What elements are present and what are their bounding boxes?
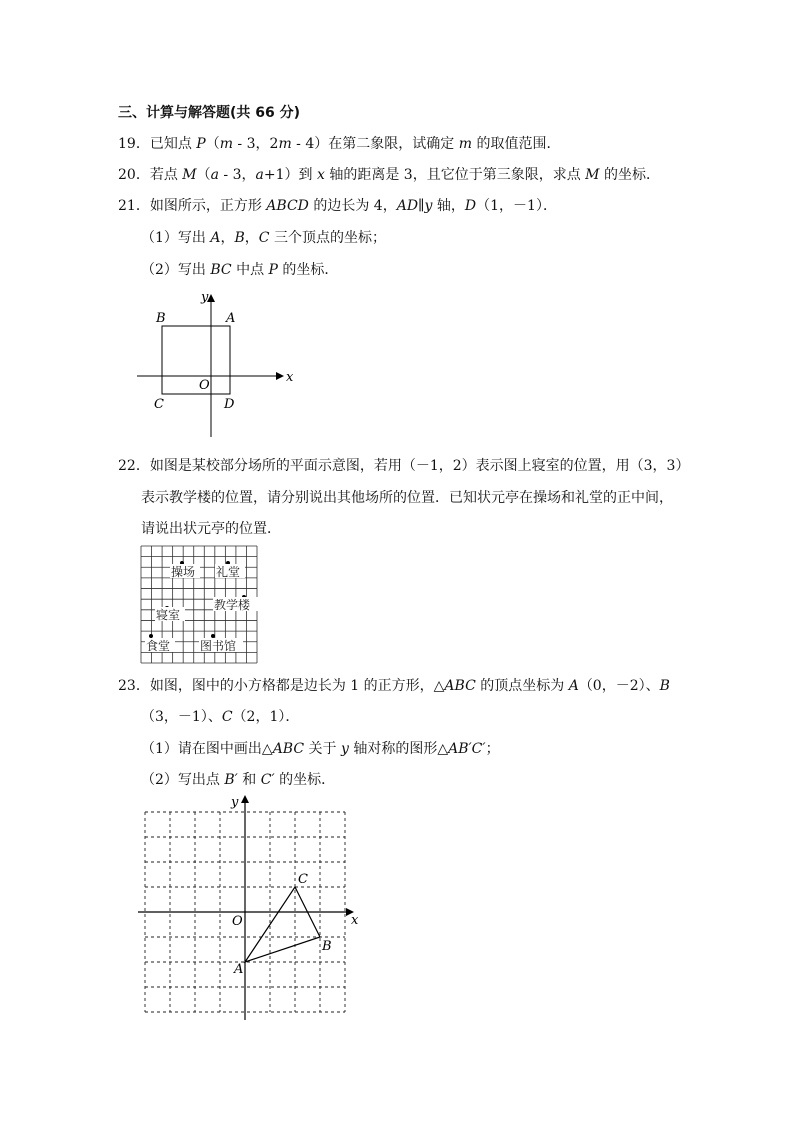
text: 如图，图中的小方格都是边长为 1 的正方形，△: [149, 678, 445, 694]
var: B: [659, 678, 670, 694]
text: （1）请在图中画出△: [141, 741, 273, 757]
text: 的取值范围．: [472, 136, 561, 152]
question-22-line-3: 请说出状元亭的位置．: [141, 521, 281, 537]
var: C: [258, 230, 270, 246]
text: 轴对称的图形△: [348, 741, 449, 757]
text: 的边长为 4，: [308, 198, 397, 214]
var: m: [278, 136, 292, 152]
text: （2）写出: [141, 262, 211, 278]
label-o: O: [232, 914, 243, 929]
label-b: B: [156, 311, 166, 326]
label-library: 图书馆: [200, 639, 237, 653]
label-a: A: [226, 311, 236, 326]
var: D: [464, 198, 477, 214]
var: P: [196, 136, 206, 152]
triangle-abc: [245, 887, 320, 962]
var: ABCD: [266, 198, 309, 214]
text: （1）写出: [141, 230, 211, 246]
label-a: A: [234, 962, 244, 977]
label-canteen: 食堂: [146, 639, 171, 653]
text: （: [205, 136, 220, 152]
text: （3，－1）、: [141, 709, 222, 725]
var: a: [255, 167, 264, 183]
text: 中点: [231, 262, 269, 278]
text: ；: [485, 741, 500, 757]
text: - 3，: [218, 167, 256, 183]
text: ，: [220, 230, 235, 246]
var: m: [458, 136, 472, 152]
var: BC: [210, 262, 232, 278]
text: （2）写出点: [141, 772, 225, 788]
text: 的顶点坐标为: [475, 678, 569, 694]
var: M: [585, 167, 600, 183]
text: - 3，2: [232, 136, 279, 152]
text: 的坐标．: [599, 167, 660, 183]
text: 如图是某校部分场所的平面示意图，若用（－1，2）表示图上寝室的位置，用（3，3）: [149, 458, 690, 474]
question-number: 19．: [118, 136, 150, 152]
label-c: C: [154, 397, 164, 412]
var: a: [210, 167, 219, 183]
section-title: 三、计算与解答题(共 66 分): [118, 105, 301, 121]
text: 轴，: [432, 198, 465, 214]
label-d: D: [224, 397, 235, 412]
var: C: [221, 709, 233, 725]
question-number: 23．: [118, 678, 150, 694]
text: 的坐标．: [277, 262, 339, 278]
label-hall: 礼堂: [216, 565, 241, 579]
text: 已知点: [149, 136, 197, 152]
x-label: x: [351, 913, 359, 928]
question-number: 20．: [118, 167, 150, 183]
label-teaching-building: 教学楼: [214, 598, 251, 612]
text: （0，－2）、: [578, 678, 660, 694]
text: 的坐标．: [274, 772, 336, 788]
text: 如图所示，正方形: [149, 198, 267, 214]
text: - 4）在第二象限，试确定: [291, 136, 459, 152]
text: 和: [237, 772, 261, 788]
var: y: [424, 198, 433, 214]
label-b: B: [322, 939, 332, 954]
question-number: 21．: [118, 198, 150, 214]
label-playground: 操场: [171, 565, 196, 579]
text: （2，1）．: [232, 709, 300, 725]
label-c: C: [298, 872, 308, 887]
text: 轴的距离是 3，且它位于第三象限，求点: [324, 167, 586, 183]
label-dorm: 寝室: [156, 608, 181, 622]
var: m: [219, 136, 233, 152]
var: A: [210, 230, 221, 246]
text: ，: [244, 230, 259, 246]
y-label: y: [201, 290, 209, 305]
var: y: [340, 741, 349, 757]
var: B′: [224, 772, 238, 788]
var: x: [316, 167, 325, 183]
var: AD: [396, 198, 419, 214]
var: A: [568, 678, 579, 694]
text: +1）到: [263, 167, 317, 183]
text: ∥: [418, 198, 425, 214]
text: （: [196, 167, 211, 183]
question-number: 22．: [118, 458, 150, 474]
var: P: [268, 262, 278, 278]
var: ABC: [272, 741, 305, 757]
text: （1，－1）．: [476, 198, 557, 214]
x-label: x: [286, 370, 294, 385]
text: 关于: [304, 741, 341, 757]
text: 三个顶点的坐标；: [269, 230, 386, 246]
var: C′: [260, 772, 275, 788]
y-label: y: [231, 795, 239, 810]
label-o: O: [199, 378, 210, 393]
var: B: [234, 230, 245, 246]
var: M: [182, 167, 197, 183]
text: 若点: [149, 167, 183, 183]
question-22-line-2: 表示教学楼的位置，请分别说出其他场所的位置．已知状元亭在操场和礼堂的正中间，: [141, 490, 673, 506]
var: AB′C′: [448, 741, 486, 757]
var: ABC: [444, 678, 476, 694]
y-axis-arrow-icon: [241, 795, 249, 803]
